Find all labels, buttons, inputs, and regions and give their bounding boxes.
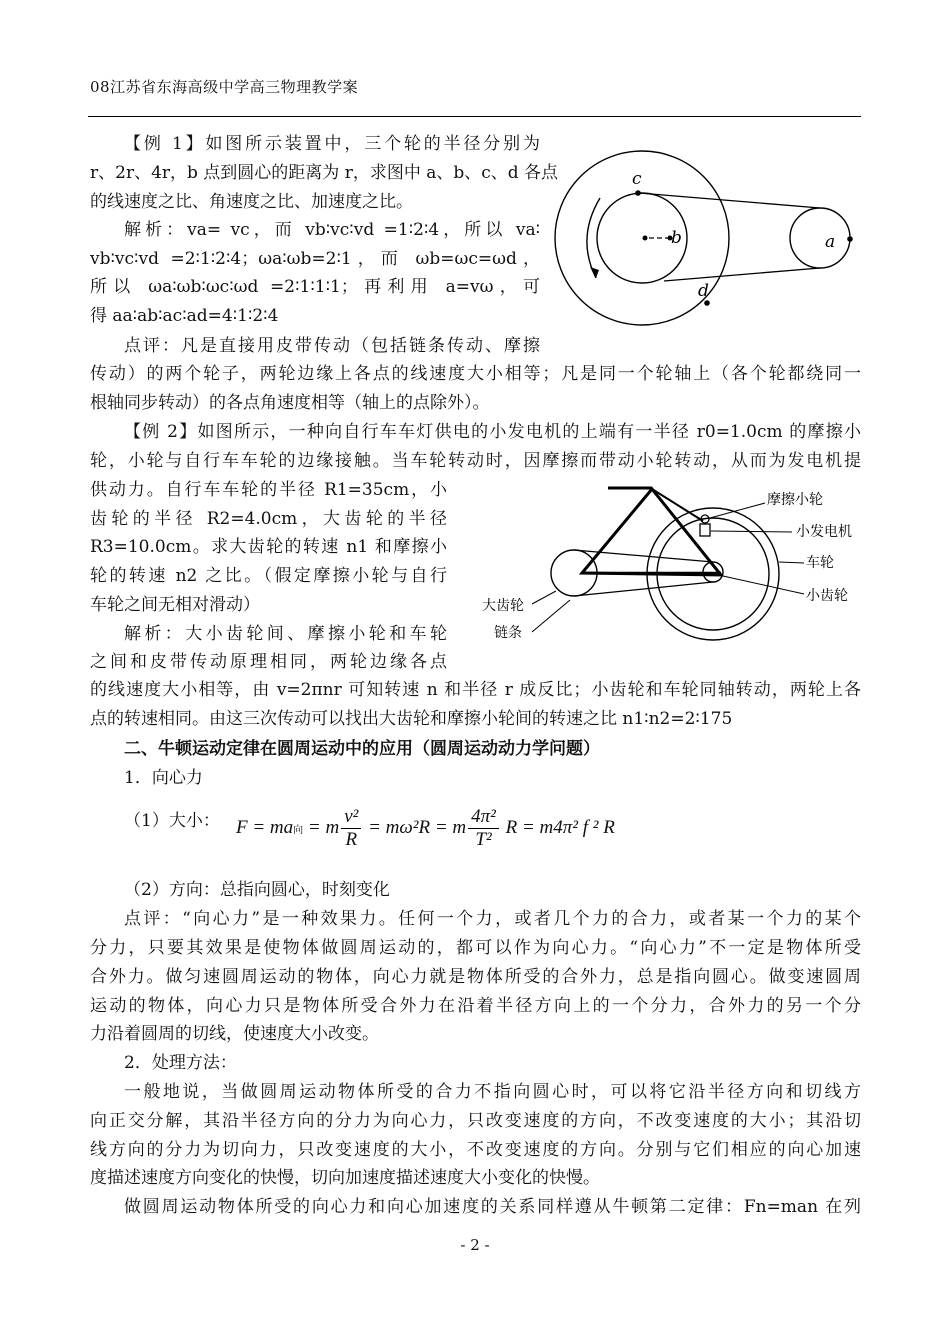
point-a bbox=[847, 236, 853, 242]
pulley-figure bbox=[548, 150, 860, 340]
leader-big-gear bbox=[532, 591, 556, 604]
item-heading: 2．处理方法： bbox=[124, 1053, 237, 1073]
formula-eq1: = ma bbox=[252, 816, 294, 838]
label-chain: 链条 bbox=[494, 625, 522, 641]
leader-wheel bbox=[779, 562, 804, 563]
ex2-line: 轮，小轮与自行车车轮的边缘接触。当车轮转动时，因摩擦而带动小轮转动，从而为发电机提 bbox=[90, 451, 861, 471]
item-heading: 1．向心力 bbox=[124, 768, 203, 788]
ex2-solution-line: 点的转速相同。由这三次传动可以找出大齿轮和摩擦小轮间的转速之比 n1∶n2=2∶175 bbox=[90, 709, 733, 729]
ex1-line: 的线速度之比、角速度之比、加速度之比。 bbox=[90, 192, 413, 212]
comment-line: 合外力。做匀速圆周运动的物体，向心力就是物体所受的合外力，总是指向圆心。做变速圆周 bbox=[90, 967, 861, 987]
header-rule bbox=[88, 116, 861, 117]
ex2-solution-line: 的线速度大小相等，由 v=2πnr 可知转速 n 和半径 r 成反比；小齿轮和车轮同轴转动，两轮上各 bbox=[90, 680, 861, 700]
ex1-comment-line: 点评：凡是直接用皮带传动（包括链条传动、摩擦 bbox=[124, 336, 540, 356]
method-line: 度描述速度方向变化的快慢，切向加速度描述速度大小变化的快慢。 bbox=[90, 1168, 600, 1188]
ex2-line: 供动力。自行车车轮的半径 R1=35cm，小 bbox=[90, 480, 447, 500]
page-header: 08江苏省东海高级中学高三物理教学案 bbox=[90, 78, 359, 96]
label-c: c bbox=[632, 169, 642, 189]
ex1-solution-line: 解析：va= vc，而 vb∶vc∶vd =1∶2∶4，所以 va∶ bbox=[124, 220, 540, 240]
rotation-arrow bbox=[587, 198, 600, 278]
formula-sub: 向 bbox=[293, 824, 304, 836]
ex2-solution-line: 解析：大小齿轮间、摩擦小轮和车轮 bbox=[124, 624, 447, 644]
leader-generator bbox=[711, 531, 792, 532]
leader-friction bbox=[710, 503, 765, 518]
ex1-solution-line: 得 aa∶ab∶ac∶ad=4∶1∶2∶4 bbox=[90, 306, 279, 326]
label-friction-wheel: 摩擦小轮 bbox=[767, 492, 823, 508]
point-c bbox=[635, 190, 641, 196]
page-number: - 2 - bbox=[460, 1236, 490, 1254]
ex2-solution-line: 之间和皮带传动原理相同，两轮边缘各点 bbox=[90, 652, 447, 672]
label-big-gear: 大齿轮 bbox=[482, 598, 524, 614]
direction-line: （2）方向：总指向圆心，时刻变化 bbox=[124, 880, 390, 900]
method-line: 向正交分解，其沿半径方向的分力为向心力，只改变速度的方向，不改变速度的大小；其沿切 bbox=[90, 1111, 861, 1131]
belt-bottom bbox=[664, 268, 820, 281]
label-small-gear: 小齿轮 bbox=[806, 588, 848, 604]
leader-small-gear bbox=[723, 576, 804, 594]
center-point bbox=[643, 236, 648, 241]
comment-line: 力沿着圆周的切线，使速度大小改变。 bbox=[90, 1024, 379, 1044]
small-wheel bbox=[790, 208, 850, 268]
formula-eq4: R = m4π² f ² R bbox=[505, 816, 615, 838]
ex1-line: r、2r、4r，b 点到圆心的距离为 r，求图中 a、b、c、d 各点 bbox=[90, 163, 559, 183]
ex2-line: 【例 2】如图所示，一种向自行车车灯供电的小发电机的上端有一半径 r0=1.0cm 的摩擦小 bbox=[124, 422, 861, 442]
ex1-comment-line: 传动）的两个轮子，两轮边缘上各点的线速度大小相等；凡是同一个轮轴上（各个轮都绕同一 bbox=[90, 364, 861, 384]
comment-line: 分力，只要其效果是使物体做圆周运动的，都可以作为向心力。“向心力”不一定是物体所受 bbox=[90, 938, 861, 958]
comment-line: 运动的物体，向心力只是物体所受合外力在沿着半径方向上的一个分力，合外力的另一个分 bbox=[90, 996, 861, 1016]
leader-chain bbox=[532, 600, 570, 632]
ex2-line: 轮的转速 n2 之比。（假定摩擦小轮与自行 bbox=[90, 566, 447, 586]
method-line: 线方向的分力为切向力，只改变速度的大小，不改变速度的方向。分别与它们相应的向心加速 bbox=[90, 1140, 861, 1160]
formula-F: F bbox=[236, 816, 248, 838]
formula-eq2: = m bbox=[307, 816, 340, 838]
method-line: 做圆周运动物体所受的向心力和向心加速度的关系同样遵从牛顿第二定律：Fn=man 在列 bbox=[124, 1197, 861, 1217]
ex1-solution-line: 所以 ωa∶ωb∶ωc∶ωd =2∶1∶1∶1；再利用 a=vω，可 bbox=[90, 277, 540, 297]
size-label: （1）大小： bbox=[124, 811, 220, 831]
label-b: b bbox=[671, 228, 682, 248]
ex2-line: R3=10.0cm。求大齿轮的转速 n1 和摩擦小 bbox=[90, 537, 447, 557]
seat-post bbox=[652, 489, 703, 521]
label-generator: 小发电机 bbox=[796, 524, 852, 540]
bicycle-figure bbox=[470, 476, 862, 648]
comment-line: 点评：“向心力”是一种效果力。任何一个力，或者几个力的合力，或者某一个力的某个 bbox=[124, 909, 861, 929]
label-d: d bbox=[698, 281, 709, 301]
centripetal-force-formula bbox=[236, 806, 615, 851]
ex1-line: 【例 1】如图所示装置中，三个轮的半径分别为 bbox=[124, 134, 540, 154]
point-d bbox=[704, 300, 710, 306]
label-a: a bbox=[825, 232, 836, 252]
ex1-comment-line: 根轴同步转动）的各点角速度相等（轴上的点除外）。 bbox=[90, 393, 490, 413]
generator-box bbox=[700, 524, 710, 536]
formula-eq3: = mω²R = m bbox=[368, 816, 467, 838]
ex1-solution-line: vb∶vc∶vd =2∶1∶2∶4；ωa∶ωb=2∶1，而 ωb=ωc=ωd， bbox=[90, 249, 540, 269]
fraction-v2-over-R: $\frac{\text{v²}}{R}$ bbox=[341, 806, 361, 851]
label-wheel: 车轮 bbox=[806, 555, 834, 571]
method-line: 一般地说，当做圆周运动物体所受的合力不指向圆心时，可以将它沿半径方向和切线方 bbox=[124, 1082, 861, 1102]
section-heading: 二、牛顿运动定律在圆周运动中的应用（圆周运动动力学问题） bbox=[124, 739, 600, 759]
fraction-4pi2-over-T2: $\frac{\text{4π²}}{\text{T²}}$ bbox=[468, 806, 499, 851]
ex2-line: 车轮之间无相对滑动） bbox=[90, 595, 260, 615]
ex2-line: 齿轮的半径 R2=4.0cm，大齿轮的半径 bbox=[90, 509, 447, 529]
